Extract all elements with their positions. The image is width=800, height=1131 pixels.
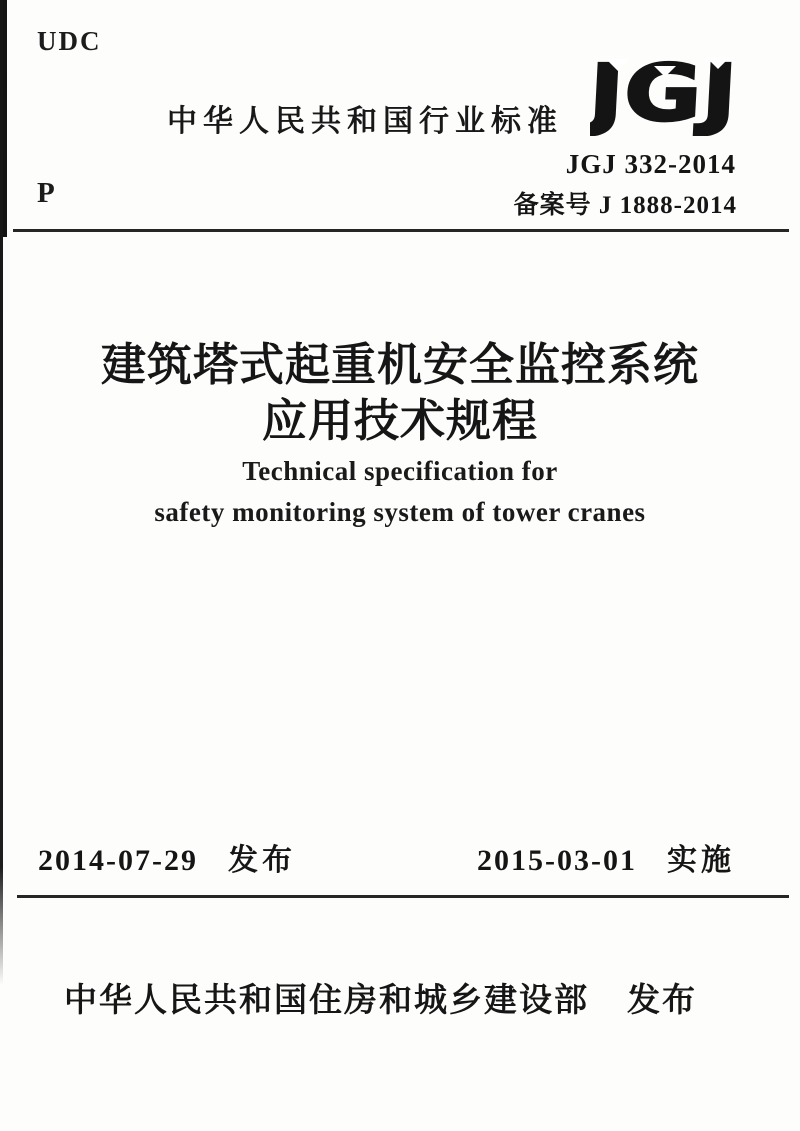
issue-label: 发布: [227, 844, 296, 877]
udc-label: UDC: [37, 26, 102, 56]
publisher-row: [64, 974, 697, 1021]
scan-edge-artifact-thin: [0, 0, 3, 985]
publish-label: 发布: [627, 981, 697, 1018]
implement-label: 实施: [667, 844, 735, 877]
issue-date-group: [38, 844, 296, 878]
header-divider-line: [13, 229, 789, 232]
jgj-logo-graphic: [590, 54, 742, 136]
record-number: 备案号 J 1888-2014: [513, 192, 737, 219]
title-english-line2: safety monitoring system of tower cranes: [154, 497, 646, 527]
implement-date: 2015-03-01: [477, 844, 637, 877]
jgj-logo: [590, 54, 742, 136]
classification-code: P: [37, 177, 55, 209]
issue-date: 2014-07-29: [38, 844, 198, 877]
title-chinese-line1: 建筑塔式起重机安全监控系统: [100, 340, 699, 390]
title-chinese-line2: 应用技术规程: [261, 396, 538, 446]
implement-date-group: [477, 844, 735, 878]
footer-divider-line: [17, 895, 789, 898]
date-row: [0, 844, 800, 878]
title-english-line1: Technical specification for: [242, 456, 558, 486]
standard-type-heading: 中华人民共和国行业标准: [167, 105, 563, 138]
logo-text: JGJ: [590, 54, 714, 136]
standard-code: JGJ 332-2014: [565, 149, 736, 179]
publisher-name: 中华人民共和国住房和城乡建设部: [64, 981, 589, 1018]
